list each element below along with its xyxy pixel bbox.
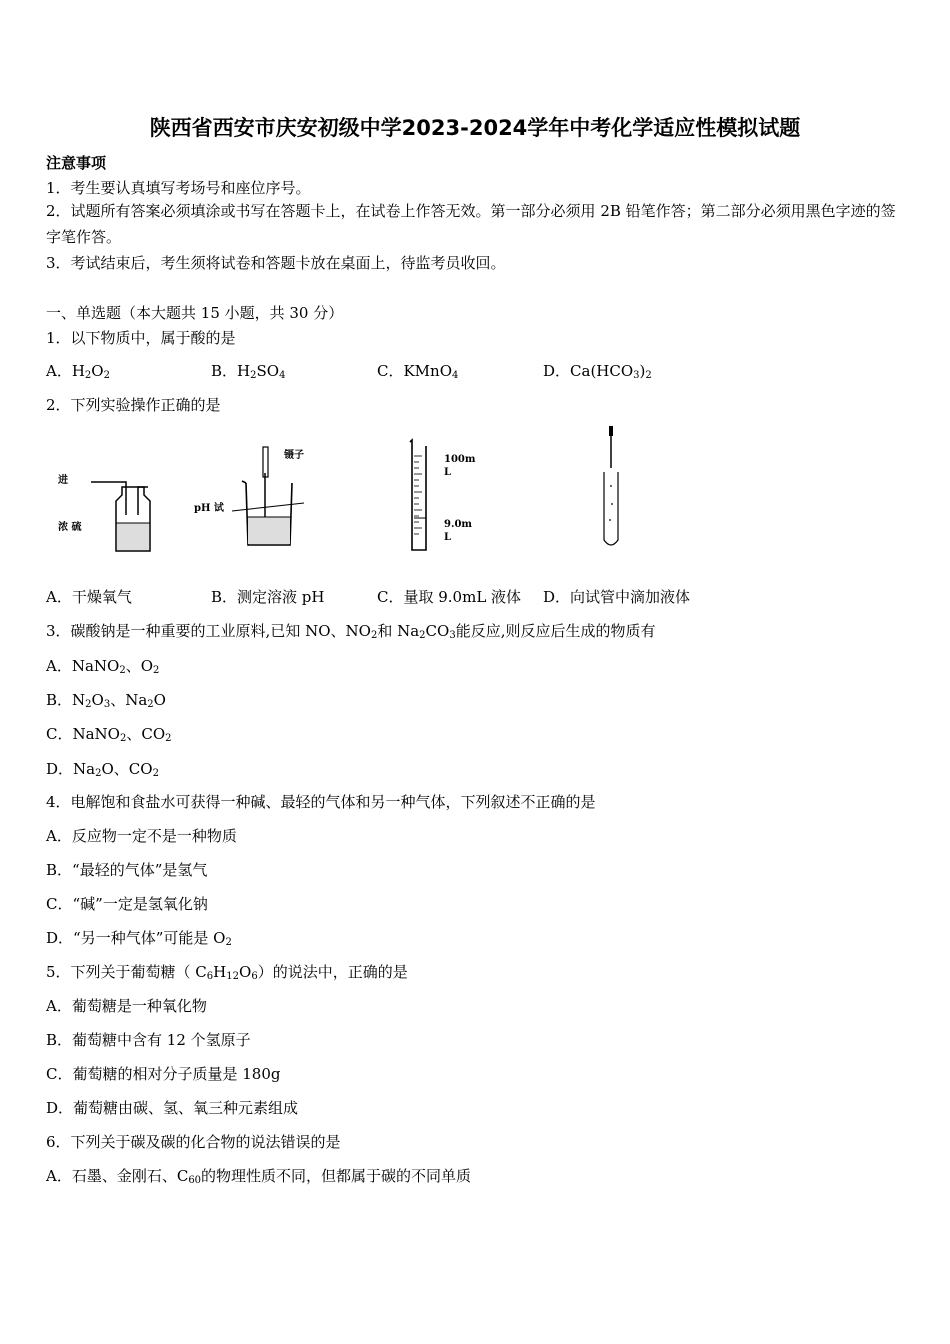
page-title: 陕西省西安市庆安初级中学2023-2024学年中考化学适应性模拟试题 [149, 116, 801, 140]
fig-a-label-acid: 浓 硫 [58, 522, 82, 533]
notice-heading: 注意事项 [46, 154, 107, 172]
fig-a-label-in: 进 [58, 475, 68, 486]
q1-option-b: B．$H_2SO_4$ [211, 362, 286, 381]
q6-stem: 6．下列关于碳及碳的化合物的说法错误的是 [46, 1133, 341, 1151]
q4-option-a: A．反应物一定不是一种物质 [46, 827, 237, 845]
fig-c-label-top: 100m [444, 454, 476, 465]
figure-graduated-cylinder [400, 438, 490, 556]
q4-option-d: D．“另一种气体”可能是 $O_2$ [46, 929, 232, 948]
notice-item-3: 3．考试结束后，考生须将试卷和答题卡放在桌面上，待监考员收回。 [46, 254, 506, 272]
q2-option-b: B．测定溶液 pH [211, 588, 325, 606]
q4-option-c: C．“碱”一定是氢氧化钠 [46, 895, 208, 913]
q2-option-d: D．向试管中滴加液体 [543, 588, 691, 606]
q4-stem: 4．电解饱和食盐水可获得一种碱、最轻的气体和另一种气体，下列叙述不正确的是 [46, 793, 596, 811]
q3-option-a: A．NaNO$_2$、$O_2$ [46, 657, 160, 676]
q2-option-c: C．量取 9.0mL 液体 [377, 588, 522, 606]
q3-option-b: B．$N_2O_3$、$Na_2O$ [46, 691, 166, 710]
q5-stem: 5．下列关于葡萄糖（ $C_6H_{12}O_6$）的说法中，正确的是 [46, 963, 408, 982]
q1-stem: 1．以下物质中，属于酸的是 [46, 329, 236, 347]
fig-c-label-bottom-unit: L [444, 532, 452, 543]
figure-gas-drying-bottle [56, 465, 156, 555]
figure-ph-test-beaker [192, 443, 322, 553]
q5-option-c: C．葡萄糖的相对分子质量是 180g [46, 1065, 281, 1083]
section-heading: 一、单选题（本大题共 15 小题，共 30 分） [46, 304, 344, 322]
q5-option-a: A．葡萄糖是一种氧化物 [46, 997, 207, 1015]
q3-option-d: D．$Na_2O$、$CO_2$ [46, 760, 159, 779]
q1-option-a: A．$H_2O_2$ [46, 362, 110, 381]
q3-option-c: C．NaNO$_2$、$CO_2$ [46, 725, 172, 744]
q2-option-a: A．干燥氧气 [46, 588, 132, 606]
fig-b-label-clip: 镊子 [284, 450, 304, 461]
q4-option-b: B．“最轻的气体”是氢气 [46, 861, 208, 879]
fig-b-label-ph: pH 试 [194, 503, 224, 514]
q6-option-a: A．石墨、金刚石、$C_{60}$的物理性质不同，但都属于碳的不同单质 [46, 1167, 472, 1186]
figure-dropper-test-tube [598, 424, 638, 552]
fig-c-label-bottom: 9.0m [444, 519, 472, 530]
q5-option-b: B．葡萄糖中含有 12 个氢原子 [46, 1031, 251, 1049]
q3-stem: 3．碳酸钠是一种重要的工业原料,已知 NO、$NO_2$和 $Na_2CO_3$能反应,则反应后生成的物质有 [46, 622, 656, 641]
q1-option-d: D．$Ca(HCO_3)_2$ [543, 362, 652, 381]
q1-option-c: C．KMnO$_4$ [377, 362, 459, 381]
q2-stem: 2．下列实验操作正确的是 [46, 396, 221, 414]
notice-item-2: 2．试题所有答案必须填涂或书写在答题卡上，在试卷上作答无效。第一部分必须用 2B 铅笔作答；第二部分必须用黑色字迹的签字笔作答。 [46, 202, 896, 246]
fig-c-label-top-unit: L [444, 467, 452, 478]
notice-item-1: 1．考生要认真填写考场号和座位序号。 [46, 179, 311, 197]
q5-option-d: D．葡萄糖由碳、氢、氧三种元素组成 [46, 1099, 299, 1117]
